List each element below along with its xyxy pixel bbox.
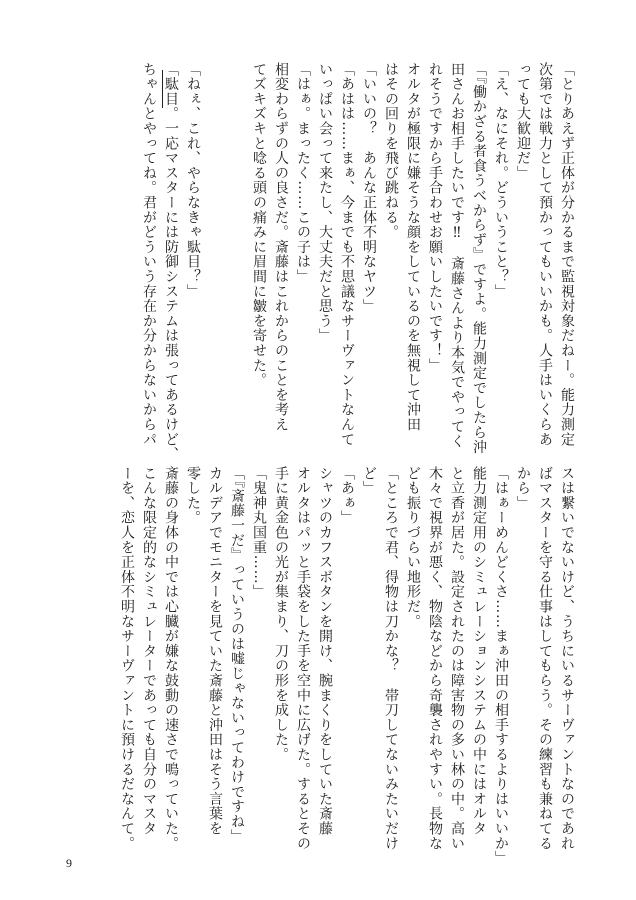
text-line: シャツのカフスボタンを開け、腕まくりをしていた斎藤 [317,466,333,836]
text-line: はその回りを飛び跳ねる。 [383,62,399,240]
text-line: いっぱい会って来たし、大丈夫だと思う」 [317,62,333,344]
text-line: と立香が居た。設定されたのは障害物の多い林の中。高い [449,466,465,851]
text-line: ど」 [361,466,377,496]
text-line: 零した。 [185,466,201,526]
text-line: カルデアでモニターを見ていた斎藤と沖田はそう言葉を [207,466,223,836]
lower-text-block [116,466,578,866]
text-line: 「鬼神丸国重……」 [251,466,267,600]
text-line: 手に黄金色の光が集まり、刀の形を成した。 [273,466,289,762]
text-line [226,62,248,426]
text-line: から」 [515,466,531,511]
text-line: 「え、なにそれ。どういうこと？」 [493,62,509,299]
text-line: 「はぁ。まったく……この子は」 [295,62,311,284]
text-line: 「いいの？ あんな正体不明なヤツ」 [361,62,377,314]
page-number: 9 [66,856,72,870]
text-line: ーを、恋人を正体不明なサーヴァントに預けるだなんて。 [119,466,135,851]
text-line: 田さんお相手したいです‼ 斎藤さんより本気でやってく [449,62,465,449]
upper-text-block [138,62,578,462]
text-line: 「駄目。一応マスターには防御システムは張ってあるけど、 [163,62,179,462]
text-line: ちゃんとやってね。君がどういう存在か分からないからパ [141,62,157,447]
text-line: 能力測定用のシミュレーションシステムの中にはオルタ [471,466,487,836]
text-line: 「ところで君、得物は刀かな？ 帯刀してないみたいだけ [383,466,399,851]
text-line: 「『働かざる者食うべからず』ですよ。能力測定でしたら沖 [471,62,487,455]
text-line: 相変わらずの人の良さだ。斎藤はこれからのことを考え [273,62,289,432]
text-line: スは繋いでないけど、うちにいるサーヴァントなのであれ [559,466,575,851]
text-line: 「ねぇ、これ、やらなきゃ駄目？」 [185,62,201,299]
text-line: 「はぁーめんどくさ……まぁ沖田の相手するよりはいいか」 [493,466,509,866]
text-line: 次第では戦力として預かってもいいかも。人手はいくらあ [537,62,553,447]
text-line: 木々で視界が悪く、物陰などから奇襲されやすい。長物な [427,466,443,851]
text-line: てズキズキと唸る頭の痛みに眉間に皺を寄せた。 [251,62,267,388]
text-line: っても大歓迎だ」 [515,62,531,181]
text-line: ども振りづらい地形だ。 [405,466,421,629]
text-line: 「『斎藤一だ』っていうのは嘘じゃないってわけですね」 [229,466,245,844]
text-line [204,62,226,426]
text-line: こんな限定的なシミュレーターであっても自分のマスタ [141,466,157,836]
text-line: 「あはは……まぁ、今までも不思議なサーヴァントなんて [339,62,355,447]
text-line: 「とりあえず正体が分かるまで監視対象だねー。能力測定 [559,62,575,447]
text-line: れそうですから手合わせお願いしたいです！」 [427,62,443,373]
text-line: ばマスターを守る仕事はしてもらう。その練習も兼ねてる [537,466,553,851]
section-divider [162,70,163,108]
text-line: 斎藤の身体の中では心臓が嫌な鼓動の速さで鳴っていた。 [163,466,179,851]
text-line: オルタはパッと手袋をした手を空中に広げた。するとその [295,466,311,851]
text-line: オルタが極限に嫌そうな顔をしているのを無視して沖田 [405,62,421,432]
text-line: 「あぁ」 [339,466,355,526]
